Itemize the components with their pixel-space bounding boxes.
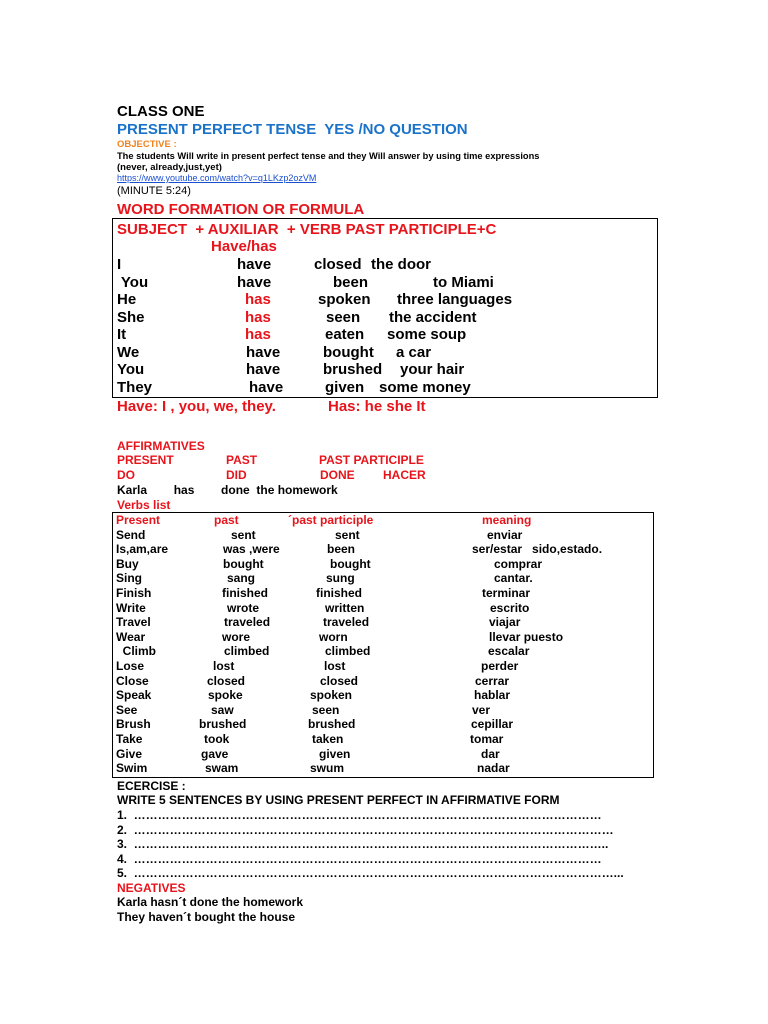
formula-verb: bought (323, 344, 374, 361)
verb-past: lost (213, 659, 235, 673)
verbs-table-header: ´past participle (288, 513, 374, 527)
exercise-line[interactable]: 2. ………………………………………………………………………………………………………… (117, 823, 614, 837)
formula-complement: the door (371, 256, 431, 273)
verb-present: Give (116, 746, 143, 761)
verb-past: brushed (199, 717, 247, 732)
verb-past: saw (211, 702, 234, 717)
objective-label: OBJECTIVE : (117, 139, 177, 150)
verb-present: Brush (116, 717, 151, 732)
verb-past-participle: closed (320, 673, 359, 688)
verb-past-participle: worn (319, 629, 348, 644)
summary-have: Have: I , you, we, they. (117, 398, 276, 415)
formula-complement: your hair (400, 361, 465, 378)
negative-sentence: Karla hasn´t done the homework (117, 895, 304, 909)
verb-past-participle: given (319, 746, 351, 761)
formula-complement: some money (379, 379, 471, 396)
verb-present: Climb (116, 644, 157, 659)
verb-meaning: llevar puesto (489, 629, 564, 644)
exercise-line[interactable]: 5. …………………………………………………………………………………………………………... (117, 866, 624, 880)
verb-past-participle: lost (324, 659, 346, 673)
verbs-table-header: past (214, 513, 239, 527)
objective-text: The students Will write in present perfect tense and they Will answer by using time expressions (117, 151, 540, 161)
verb-present: Swim (116, 761, 148, 776)
verb-present: Finish (116, 586, 152, 600)
verb-meaning: escrito (490, 600, 530, 615)
col-past-participle: PAST PARTICIPLE (319, 453, 424, 467)
formula-complement: to Miami (433, 274, 494, 291)
verb-past: sang (227, 571, 256, 586)
formula-aux: have (246, 344, 281, 361)
verb-present: Sing (116, 571, 142, 586)
verb-past: sent (231, 527, 256, 542)
example-past-participle: DONE (320, 468, 355, 482)
affirmatives-heading: AFFIRMATIVES (117, 439, 205, 453)
formula-aux: has (245, 326, 271, 343)
verb-present: Take (116, 732, 143, 746)
exercise-line[interactable]: 1. ……………………………………………………………………………………………………… (117, 808, 602, 822)
formula-subject: She (117, 309, 145, 326)
verb-past-participle: finished (316, 586, 363, 600)
verb-meaning: nadar (477, 761, 510, 776)
formula-aux: have (246, 361, 281, 378)
formula-complement: three languages (397, 291, 513, 308)
example-meaning: HACER (383, 468, 426, 482)
verb-past-participle: sung (326, 571, 355, 586)
verb-meaning: ser/estar sido,estado. (472, 542, 603, 557)
formula-verb: eaten (325, 326, 365, 343)
verbs-list-label: Verbs list (117, 498, 171, 512)
verb-past-participle: bought (330, 556, 371, 571)
verb-past: climbed (224, 644, 270, 659)
verb-past: gave (201, 746, 229, 761)
verb-present: Travel (116, 615, 151, 630)
aux-line: Have/has (211, 238, 277, 255)
verb-present: Lose (116, 659, 145, 673)
formula-verb: closed (314, 256, 362, 273)
verb-meaning: ver (472, 702, 491, 717)
verb-past-participle: written (325, 600, 365, 615)
verb-past-participle: traveled (323, 615, 370, 630)
verb-meaning: hablar (474, 688, 511, 703)
exercise-label: ECERCISE : (117, 779, 186, 793)
verb-present: Is,am,are (116, 542, 169, 557)
formula-complement: some soup (387, 326, 467, 343)
exercise-line[interactable]: 3. ……………………………………………………………………………………………………….. (117, 837, 609, 851)
class-title: CLASS ONE (117, 103, 205, 120)
formula-verb: brushed (323, 361, 383, 378)
example-present: DO (117, 468, 135, 482)
verb-meaning: terminar (482, 586, 531, 600)
verb-meaning: comprar (494, 556, 543, 571)
verbs-table-header: meaning (482, 513, 532, 527)
verb-past: took (204, 732, 230, 746)
verbs-table-header: Present (116, 513, 161, 527)
verb-present: Wear (116, 629, 146, 644)
verb-past: bought (223, 556, 264, 571)
formula-verb: spoken (318, 291, 371, 308)
verb-present: Send (116, 527, 146, 542)
formula-complement: the accident (389, 309, 477, 326)
verb-meaning: cepillar (471, 717, 514, 732)
col-past: PAST (226, 453, 258, 467)
verb-past: spoke (208, 688, 243, 703)
verb-past: finished (222, 586, 269, 600)
verb-past-participle: spoken (310, 688, 353, 703)
verb-past: wrote (227, 600, 260, 615)
formula-subject: You (117, 361, 145, 378)
verb-past-participle: brushed (308, 717, 356, 732)
formula-verb: seen (326, 309, 361, 326)
minute-note: (MINUTE 5:24) (117, 185, 191, 197)
verb-present: See (116, 702, 138, 717)
topic-title: PRESENT PERFECT TENSE YES /NO QUESTION (117, 121, 468, 138)
verb-meaning: dar (481, 746, 500, 761)
formula-complement: a car (396, 344, 432, 361)
video-link[interactable]: https://www.youtube.com/watch?v=q1LKzp2ozVM (117, 173, 317, 183)
formula-aux: has (245, 309, 271, 326)
example-past: DID (226, 468, 247, 482)
example-sentence: Karla has done the homework (117, 483, 338, 497)
verb-past: wore (222, 629, 251, 644)
formula-subject: It (117, 326, 127, 343)
formula-verb: given (325, 379, 365, 396)
formula-verb: been (333, 274, 369, 291)
verb-past-participle: climbed (325, 644, 371, 659)
col-present: PRESENT (117, 453, 174, 467)
verb-meaning: cerrar (475, 673, 510, 688)
verb-past: was ,were (223, 542, 280, 557)
exercise-instruction: WRITE 5 SENTENCES BY USING PRESENT PERFECT IN AFFIRMATIVE FORM (117, 793, 560, 807)
verb-present: Buy (116, 556, 139, 571)
formula-aux: have (249, 379, 284, 396)
formula-subject: They (117, 379, 153, 396)
verb-past-participle: seen (312, 702, 340, 717)
verb-present: Write (116, 600, 146, 615)
exercise-line[interactable]: 4. ……………………………………………………………………………………………………… (117, 852, 602, 866)
formula-heading: WORD FORMATION OR FORMULA (117, 201, 365, 218)
verb-past-participle: swum (310, 761, 345, 776)
formula-subject: He (117, 291, 137, 308)
formula-subject: I (117, 256, 122, 273)
verb-meaning: enviar (487, 527, 523, 542)
formula-aux: have (237, 274, 272, 291)
verb-past-participle: taken (312, 732, 344, 746)
verb-past: swam (205, 761, 239, 776)
negative-sentence: They haven´t bought the house (117, 910, 296, 924)
formula-aux: has (245, 291, 271, 308)
verb-meaning: escalar (488, 644, 530, 659)
formula-box (112, 218, 658, 398)
formula-subject: You (117, 274, 149, 291)
verb-past-participle: been (327, 542, 356, 557)
objective-time-expressions: (never, already,just,yet) (117, 162, 222, 173)
verb-meaning: perder (481, 659, 519, 673)
formula-line: SUBJECT + AUXILIAR + VERB PAST PARTICIPLE+C (117, 221, 497, 238)
verb-present: Close (116, 673, 149, 688)
verb-past-participle: sent (335, 527, 360, 542)
formula-subject: We (117, 344, 140, 361)
summary-has: Has: he she It (328, 398, 426, 415)
formula-aux: have (237, 256, 272, 273)
negatives-heading: NEGATIVES (117, 881, 186, 895)
verb-past: closed (207, 673, 246, 688)
verb-past: traveled (224, 615, 271, 630)
verb-present: Speak (116, 688, 152, 703)
verb-meaning: cantar. (494, 571, 533, 586)
verb-meaning: tomar (470, 732, 504, 746)
verb-meaning: viajar (489, 615, 521, 630)
